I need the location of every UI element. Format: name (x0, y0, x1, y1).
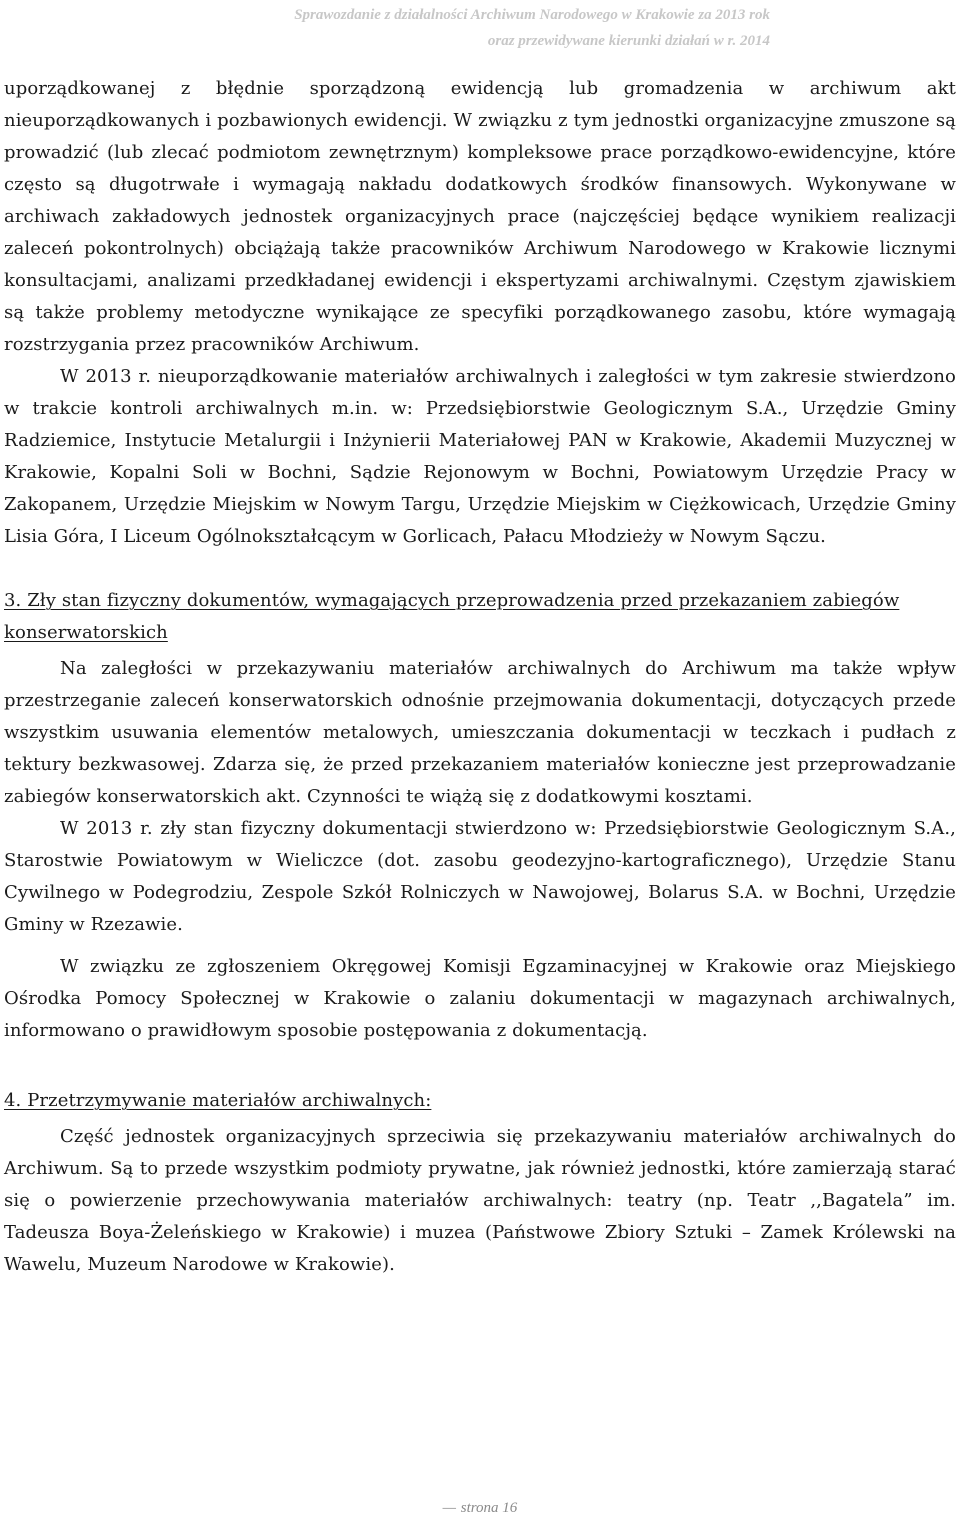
paragraph-6: Część jednostek organizacyjnych sprzeciwia się przekazywaniu materiałów archiwalnych do Archiwum. Są to przede wszystkim podmioty prywatne, jak również jednostki, które zamierzają starać się o powierzenie przechowywania materiałów archiwalnych: teatry (np. Teatr ,,Bagatela” im. Tadeusza Boya-Żeleńskiego w Krakowie) i muzea (Państwowe Zbiory Sztuki – Zamek Królewski na Wawelu, Muzeum Narodowe w Krakowie). (4, 1126, 956, 1275)
paragraph-2: W 2013 r. nieuporządkowanie materiałów archiwalnych i zaległości w tym zakresie stwierdzono w trakcie kontroli archiwalnych m.in. w: Przedsiębiorstwie Geologicznym S.A., Urzędzie Gminy Radziemice, Instytucie Metalurgii i Inżynierii Materiałowej PAN w Krakowie, Akademii Muzycznej w Krakowie, Kopalni Soli w Bochni, Sądzie Rejonowym w Bochni, Powiatowym Urzędzie Pracy w Zakopanem, Urzędzie Miejskim w Nowym Targu, Urzędzie Miejskim w Ciężkowicach, Urzędzie Gminy Lisia Góra, I Liceum Ogólnokształcącym w Gorlicach, Pałacu Młodzieży w Nowym Sączu. (4, 366, 956, 547)
paragraph-1: uporządkowanej z błędnie sporządzoną ewidencją lub gromadzenia w archiwum akt nieuporządkowanych i pozbawionych ewidencji. W związku z tym jednostki organizacyjne zmuszone są prowadzić (lub zlecać podmiotom zewnętrznym) kompleksowe prace porządkowo-ewidencyjne, które często są długotrwałe i wymagają nakładu dodatkowych środków finansowych. Wykonywane w archiwach zakładowych jednostek organizacyjnych prace (najczęściej będące wynikiem realizacji zaleceń pokontrolnych) obciążają także pracowników Archiwum Narodowego w Krakowie licznymi konsultacjami, analizami przedkładanej ewidencji i ekspertyzami archiwalnymi. Częstym zjawiskiem są także problemy metodyczne wynikające ze specyfiki porządkowanego zasobu, które wymagają rozstrzygania przez pracowników Archiwum. (4, 78, 956, 355)
page-number: strona 16 (460, 1500, 518, 1516)
paragraph-4: W 2013 r. zły stan fizyczny dokumentacji stwierdzono w: Przedsiębiorstwie Geologicznym S.A., Starostwie Powiatowym w Wieliczce (dot. zasobu geodezyjno-kartograficznego), Urzędzie Stanu Cywilnego w Podegrodziu, Zespole Szkół Rolniczych w Nawojowej, Bolarus S.A. w Bochni, Urzędzie Gminy w Rzezawie. (4, 818, 956, 935)
paragraph-5: W związku ze zgłoszeniem Okręgowej Komisji Egzaminacyjnej w Krakowie oraz Miejskiego Ośrodka Pomocy Społecznej w Krakowie o zalaniu dokumentacji w magazynach archiwalnych, informowano o prawidłowym sposobie postępowania z dokumentacją. (4, 956, 956, 1041)
footer-dash: — (442, 1500, 458, 1516)
header-line-2: oraz przewidywane kierunki działań w r. 2014 (487, 33, 770, 49)
section-3-heading: 3. Zły stan fizyczny dokumentów, wymagających przeprowadzenia przed przekazaniem zabiegów konserwatorskich (4, 590, 900, 643)
document-body (4, 73, 956, 1281)
section-4-heading: 4. Przetrzymywanie materiałów archiwalnych: (4, 1090, 432, 1111)
page-footer (0, 1500, 960, 1517)
paragraph-3: Na zaległości w przekazywaniu materiałów archiwalnych do Archiwum ma także wpływ przestrzeganie zaleceń konserwatorskich odnośnie przejmowania dokumentacji, dotyczących przede wszystkim usuwania elementów metalowych, umieszczania dokumentacji w teczkach i pudłach z tektury bezkwasowej. Zdarza się, że przed przekazaniem materiałów konieczne jest przeprowadzanie zabiegów konserwatorskich akt. Czynności te wiążą się z dodatkowymi kosztami. (4, 658, 956, 807)
running-header (30, 2, 770, 54)
header-line-1: Sprawozdanie z działalności Archiwum Narodowego w Krakowie za 2013 rok (294, 7, 770, 23)
